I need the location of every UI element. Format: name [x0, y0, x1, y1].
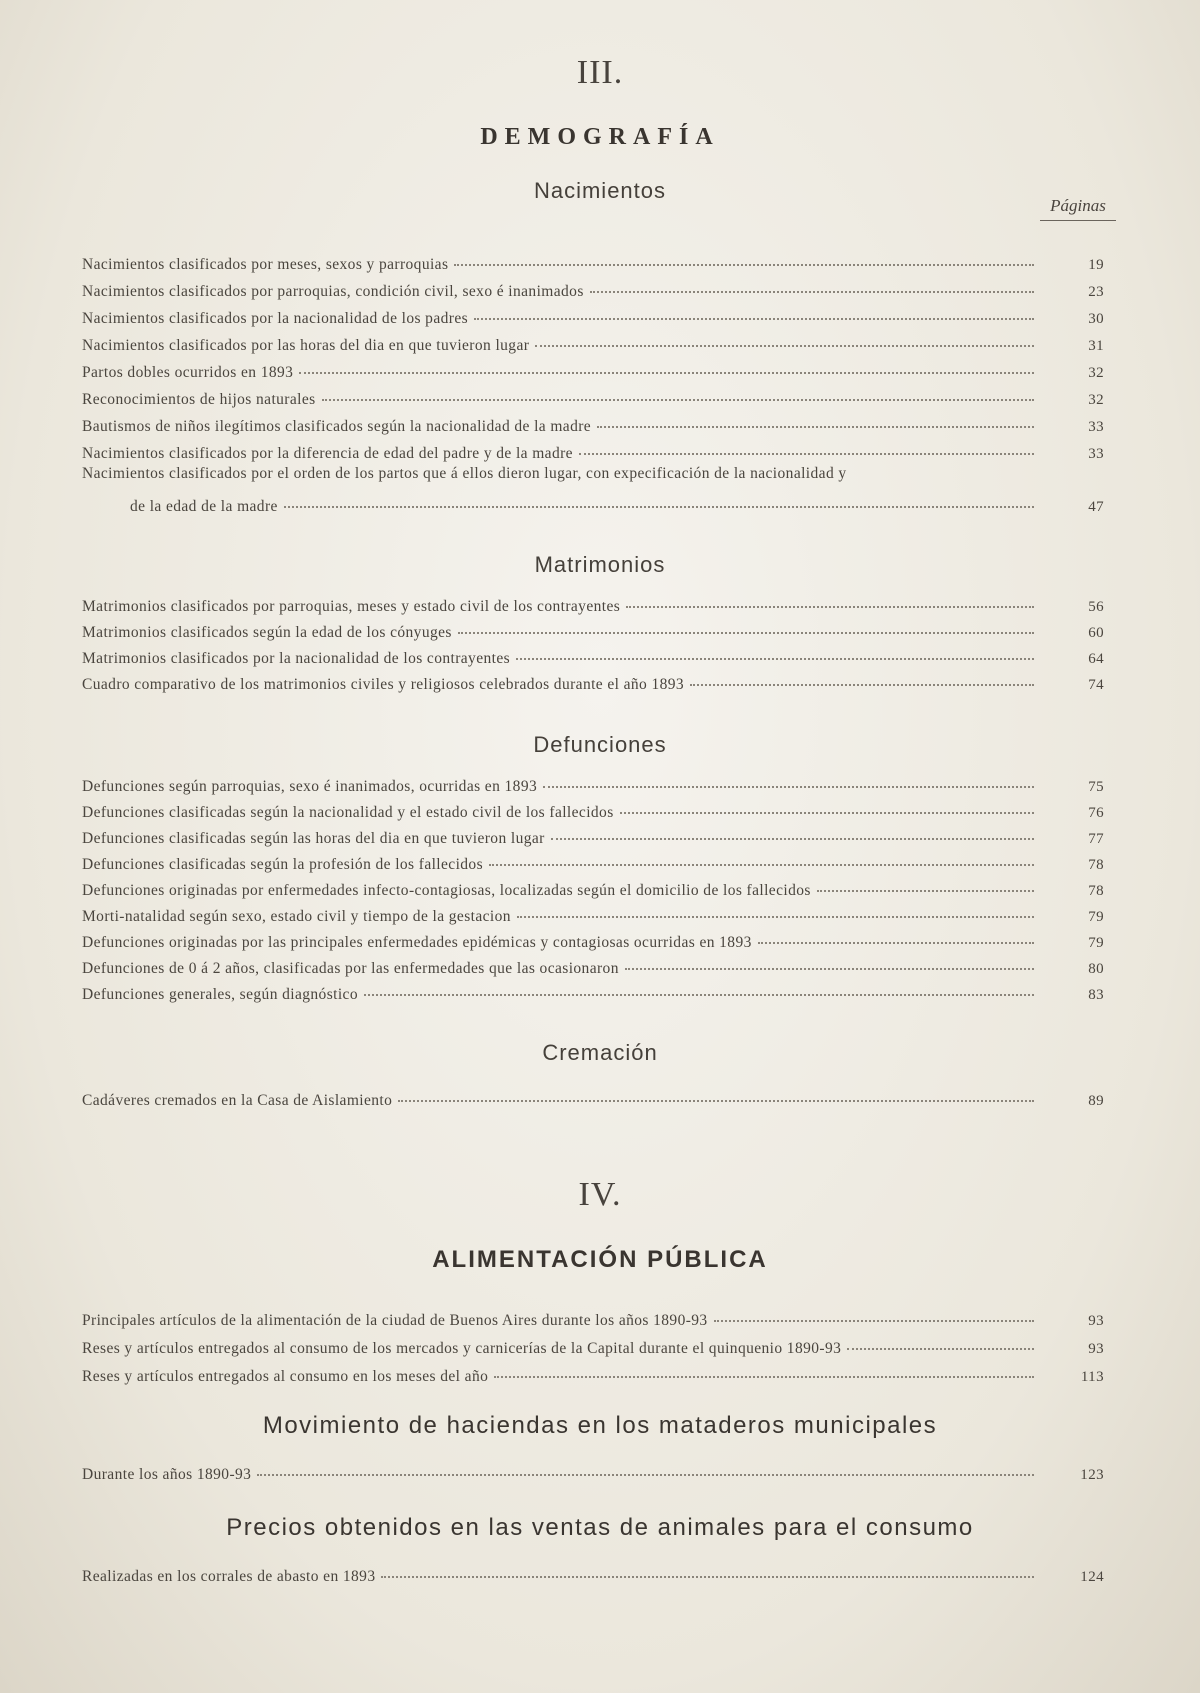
- toc-entry: Reconocimientos de hijos naturales 32: [82, 391, 1104, 408]
- precios-heading: Precios obtenidos en las ventas de animales para el consumo: [226, 1514, 974, 1541]
- toc-entry: Defunciones clasificadas según la profesión de los fallecidos 78: [82, 856, 1104, 873]
- paginas-column-header: Páginas: [1040, 196, 1116, 221]
- toc-entry: Durante los años 1890-93 123: [82, 1466, 1104, 1483]
- toc-entry: Realizadas en los corrales de abasto en 1893 124: [82, 1568, 1104, 1585]
- matrimonios-heading: Matrimonios: [534, 552, 666, 577]
- section-iii-title: DEMOGRAFÍA: [480, 124, 720, 150]
- haciendas-heading: Movimiento de haciendas en los mataderos municipales: [262, 1412, 938, 1439]
- section-iv-numeral: IV.: [578, 1176, 622, 1213]
- toc-entry: Defunciones generales, según diagnóstico 83: [82, 986, 1104, 1003]
- toc-entry: Defunciones originadas por enfermedades infecto-contagiosas, localizadas según el domicilio de los fallecidos 78: [82, 882, 1104, 899]
- toc-entry: Defunciones según parroquias, sexo é inanimados, ocurridas en 1893 75: [82, 778, 1104, 795]
- toc-entry: Reses y artículos entregados al consumo de los mercados y carnicerías de la Capital durante el quinquenio 1890-93 93: [82, 1340, 1104, 1357]
- cremacion-heading: Cremación: [542, 1040, 658, 1065]
- toc-entry: Reses y artículos entregados al consumo en los meses del año 113: [82, 1368, 1104, 1385]
- toc-entry: Partos dobles ocurridos en 1893 32: [82, 364, 1104, 381]
- toc-entry: Nacimientos clasificados por la nacionalidad de los padres 30: [82, 310, 1104, 327]
- toc-entry: Nacimientos clasificados por la diferencia de edad del padre y de la madre 33: [82, 445, 1104, 462]
- toc-entry: Morti-natalidad según sexo, estado civil y tiempo de la gestacion 79: [82, 908, 1104, 925]
- nacimientos-heading: Nacimientos: [533, 178, 667, 203]
- toc-entry: Defunciones clasificadas según las horas del dia en que tuvieron lugar 77: [82, 830, 1104, 847]
- section-iii-numeral: III.: [576, 54, 624, 91]
- toc-entry: Bautismos de niños ilegítimos clasificados según la nacionalidad de la madre 33: [82, 418, 1104, 435]
- toc-entry: Matrimonios clasificados por la nacionalidad de los contrayentes 64: [82, 650, 1104, 667]
- toc-entry: Matrimonios clasificados por parroquias, meses y estado civil de los contrayentes 56: [82, 598, 1104, 615]
- toc-entry-long-line1: Nacimientos clasificados por el orden de los partos que á ellos dieron lugar, con expecificación de la nacionalidad y: [82, 465, 847, 482]
- toc-entry: Cuadro comparativo de los matrimonios civiles y religiosos celebrados durante el año 1893 74: [82, 676, 1104, 693]
- toc-entry: Defunciones clasificadas según la nacionalidad y el estado civil de los fallecidos 76: [82, 804, 1104, 821]
- toc-entry: Nacimientos clasificados por parroquias, condición civil, sexo é inanimados 23: [82, 283, 1104, 300]
- toc-entry: Nacimientos clasificados por las horas del dia en que tuvieron lugar 31: [82, 337, 1104, 354]
- toc-entry: Defunciones originadas por las principales enfermedades epidémicas y contagiosas ocurridas en 1893 79: [82, 934, 1104, 951]
- toc-entry-long-line2: de la edad de la madre 47: [130, 498, 1104, 515]
- toc-entry: Principales artículos de la alimentación de la ciudad de Buenos Aires durante los años 1890-93 93: [82, 1312, 1104, 1329]
- toc-entry: Nacimientos clasificados por meses, sexos y parroquias 19: [82, 256, 1104, 273]
- toc-entry: Defunciones de 0 á 2 años, clasificadas por las enfermedades que las ocasionaron 80: [82, 960, 1104, 977]
- defunciones-heading: Defunciones: [533, 732, 667, 757]
- section-iv-title: ALIMENTACIÓN PÚBLICA: [432, 1246, 768, 1273]
- toc-entry: Matrimonios clasificados según la edad de los cónyuges 60: [82, 624, 1104, 641]
- toc-entry: Cadáveres cremados en la Casa de Aislamiento 89: [82, 1092, 1104, 1109]
